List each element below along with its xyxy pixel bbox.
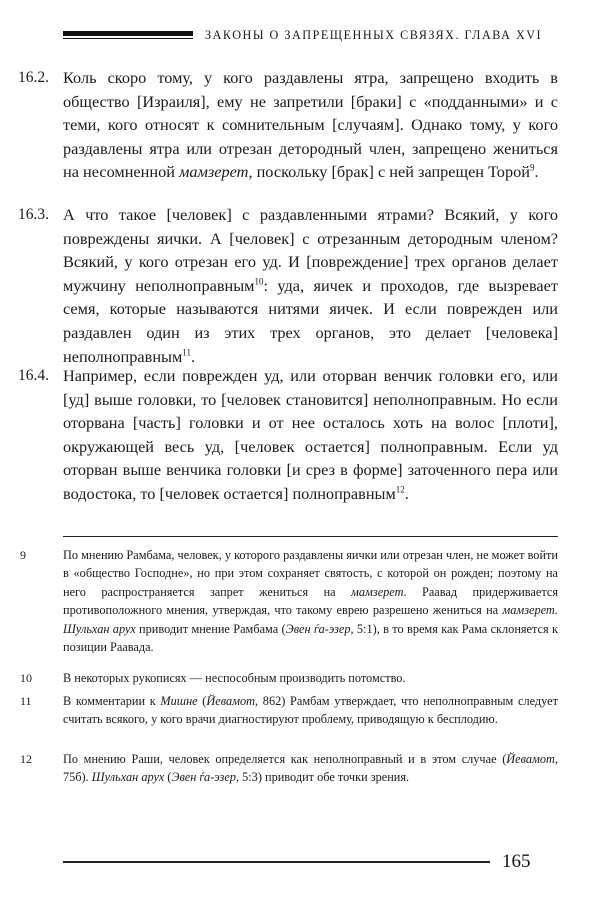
italic-term: мамзерет (179, 162, 249, 182)
footnote-number: 10 (20, 671, 32, 685)
footnote-number: 12 (20, 752, 32, 766)
section-body: Коль скоро тому, у кого раздавлены ятра, запрещено входить в общество [Израиля], ему не запретили [браки] с «подданными» и с теми, кого относят к сомнительным [случаям]. Однако тому, у кого раздавлены ятра или отрезан детородный член, запрещено жениться на несомненной мамзерет, поскольку [брак] с ней запрещен Торой$^9$. (63, 68, 558, 182)
italic-term: Йевамот (506, 752, 555, 766)
page-number: 165 (502, 851, 531, 872)
page-footer (63, 852, 558, 872)
header-rule-thin (63, 38, 193, 40)
italic-term: мамзерет (351, 584, 404, 599)
italic-term: Эвен ѓа-эзер (171, 770, 236, 785)
italic-term: Шульхан арух (91, 770, 165, 785)
section-16-3 (18, 203, 558, 368)
footnote-12 (20, 750, 558, 787)
footnote-body: В некоторых рукописях — неспособным производить потомство. (63, 671, 406, 685)
section-body: А что такое [человек] с раздавленными ятрами? Всякий, у кого повреждены яички. А [человек] с отрезанным детородным членом? Всякий, у кого отрезан его уд. И [повреждение] трех органов делает мужчину неполноправным$^{10}$: уда, яичек и проходов, где вызревает семя, которые называются нитями яичек. И если поврежден или раздавлен один из этих трех органов, это делает [человека] неполноправным$^{11}$. (63, 205, 558, 366)
footnote-separator (63, 536, 558, 537)
footnote-body: По мнению Раши, человек определяется как неполноправный и в этом случае (Йевамот, 75б). Шульхан арух (Эвен ѓа-эзер, 5:3) приводит обе точки зрения. (63, 752, 558, 785)
section-16-4 (18, 364, 558, 506)
header-rule (63, 31, 193, 40)
footnote-ref: 12 (395, 484, 405, 495)
italic-term: Йевамот (206, 694, 256, 708)
footnote-ref: 10 (254, 276, 264, 287)
footnote-11 (20, 692, 558, 729)
section-number: 16.2. (18, 69, 49, 86)
footnote-ref: 9 (529, 162, 535, 173)
header-rule-thick (63, 31, 193, 36)
section-number: 16.3. (18, 206, 49, 223)
footnote-number: 9 (20, 548, 26, 562)
italic-term: Эвен ѓа-эзер (285, 621, 351, 636)
footer-rule (63, 861, 490, 863)
footnote-body: По мнению Рамбама, человек, у которого раздавлены яички или отрезан член, не может войти в «общество Господне», но при этом сохраняет святость, с которой он рожден; поэтому на него распространяется запрет жениться на мамзерет. Раавад придерживается противоположного мнения, утверждая, что такому еврею разрешено жениться на мамзерет. Шульхан арух приводит мнение Рамбама (Эвен ѓа-эзер, 5:1), в то время как Рама склоняется к позиции Раавада. (63, 548, 558, 655)
footnote-ref: 11 (182, 347, 191, 358)
running-title: ЗАКОНЫ О ЗАПРЕЩЕННЫХ СВЯЗЯХ. ГЛАВА XVI (205, 27, 543, 42)
italic-term: Мишне (160, 694, 198, 708)
running-header (63, 27, 558, 43)
footnote-number: 11 (20, 694, 32, 708)
section-16-2 (18, 66, 558, 184)
footnote-body: В комментарии к Мишне (Йевамот, 862) Рамбам утверждает, что неполноправным следует считать всякого, у кого врачи диагностируют проблему, приводящую к бесплодию. (63, 694, 558, 727)
footnote-10 (20, 669, 558, 687)
section-number: 16.4. (18, 367, 49, 384)
italic-term: мамзерет. Шульхан арух (63, 603, 558, 636)
section-body: Например, если поврежден уд, или оторван венчик головки его, или [уд] выше головки, то [человек становится] неполноправным. Но если оторвана [часть] головки и от нее осталось хоть на волос [плоти], окружающей весь уд, [человек остается] полноправным. Если уд оторван выше венчика головки [и срез в форме] заточенного пера или водостока, то [человек остается] полноправным$^{12}$. (63, 366, 558, 503)
footnote-9 (20, 546, 558, 656)
